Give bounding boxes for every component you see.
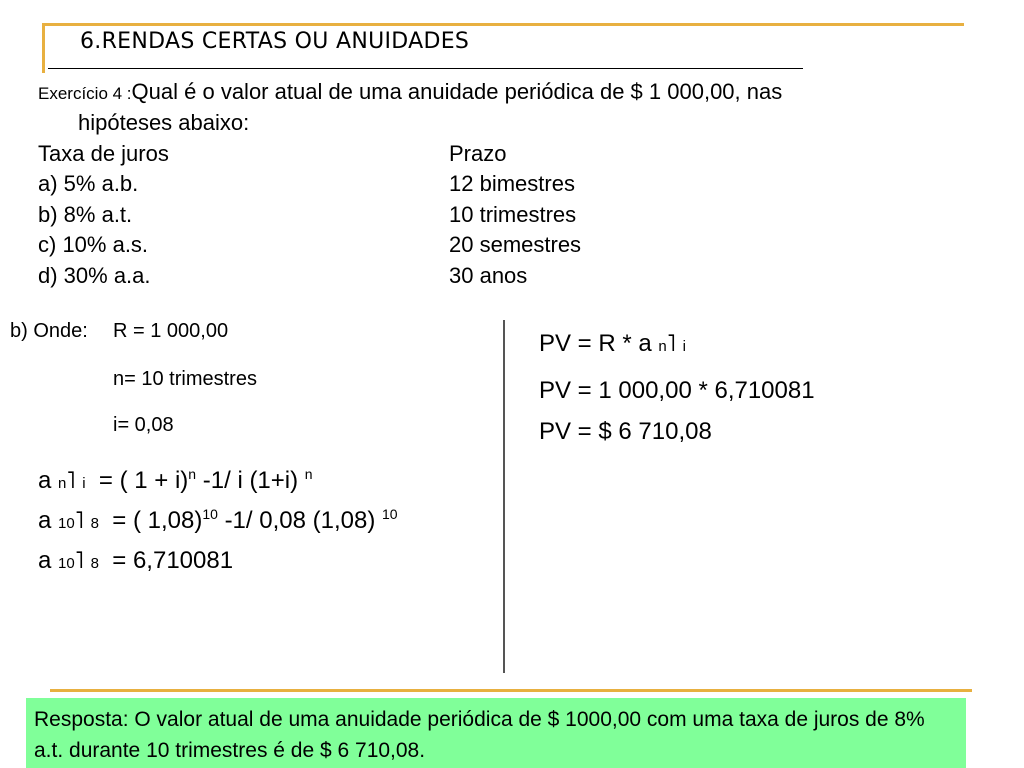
- title-underline: [48, 68, 803, 69]
- formula-general-hook: ˥: [66, 467, 76, 494]
- formula-general-sub-i: i: [82, 475, 86, 492]
- formula-result-a: a: [38, 547, 52, 574]
- header-rate: Taxa de juros: [38, 141, 169, 166]
- pv-result-line: PV = $ 6 710,08: [539, 418, 712, 445]
- pv-substituted-line: PV = 1 000,00 * 6,710081: [539, 377, 815, 404]
- page-title: 6.RENDAS CERTAS OU ANUIDADES: [80, 29, 470, 54]
- formula-result-sub-n: 10: [58, 555, 75, 572]
- r-value-line: R = 1 000,00: [113, 320, 229, 342]
- formula-substituted-exp1: 10: [202, 506, 218, 522]
- formula-substituted-a: a: [38, 507, 52, 534]
- onde-label: b) Onde:: [10, 320, 88, 342]
- header-term: Prazo: [449, 141, 507, 166]
- row-d-rate: d) 30% a.a.: [38, 263, 151, 288]
- formula-general-exp2: n: [304, 466, 313, 482]
- row-b-term: 10 trimestres: [449, 202, 577, 227]
- pv-formula-sub-i: i: [682, 338, 686, 355]
- formula-result-hook: ˥: [74, 547, 84, 574]
- answer-box: Resposta: O valor atual de uma anuidade periódica de $ 1000,00 com uma taxa de juros de 8% a.t. durante 10 trimestres é de $ 6 710,08.: [26, 698, 966, 768]
- top-accent-line: [42, 23, 964, 26]
- formula-substituted: [38, 507, 398, 535]
- row-c-rate: c) 10% a.s.: [38, 232, 149, 257]
- column-divider: [503, 320, 505, 673]
- exercise-label: Exercício 4 :: [38, 84, 132, 103]
- formula-general-mid: -1/ i (1+i): [202, 467, 299, 494]
- formula-general-sub-n: n: [58, 475, 67, 492]
- row-a-rate: a) 5% a.b.: [38, 171, 139, 196]
- left-accent-line: [42, 23, 45, 73]
- formula-substituted-eq: = ( 1,08): [112, 507, 203, 534]
- pv-formula-line: [539, 330, 686, 358]
- row-c-term: 20 semestres: [449, 232, 582, 257]
- formula-general-exp1: n: [188, 466, 197, 482]
- exercise-question-text: Qual é o valor atual de uma anuidade periódica de $ 1 000,00, nas: [131, 79, 783, 104]
- exercise-question-cont: hipóteses abaixo:: [78, 110, 250, 135]
- row-b-rate: b) 8% a.t.: [38, 202, 133, 227]
- pv-formula-sub-n: n: [658, 338, 667, 355]
- formula-substituted-hook: ˥: [74, 507, 84, 534]
- formula-general-eq: = ( 1 + i): [98, 467, 189, 494]
- formula-result-value: = 6,710081: [112, 547, 234, 574]
- formula-general-a: a: [38, 467, 52, 494]
- formula-general: [38, 467, 313, 495]
- pv-formula-prefix: PV = R * a: [539, 330, 652, 357]
- pv-formula-hook: ˥: [666, 330, 676, 357]
- formula-substituted-exp2: 10: [381, 506, 398, 522]
- formula-substituted-sub-i: 8: [90, 515, 99, 532]
- exercise-question: [38, 79, 782, 105]
- row-d-term: 30 anos: [449, 263, 528, 288]
- row-a-term: 12 bimestres: [449, 171, 575, 196]
- formula-substituted-sub-n: 10: [58, 515, 75, 532]
- i-value-line: i= 0,08: [113, 414, 174, 436]
- n-value-line: n= 10 trimestres: [113, 368, 257, 390]
- formula-result: [38, 547, 233, 575]
- formula-substituted-mid: -1/ 0,08 (1,08): [224, 507, 376, 534]
- formula-result-sub-i: 8: [90, 555, 99, 572]
- bottom-accent-line: [50, 689, 972, 692]
